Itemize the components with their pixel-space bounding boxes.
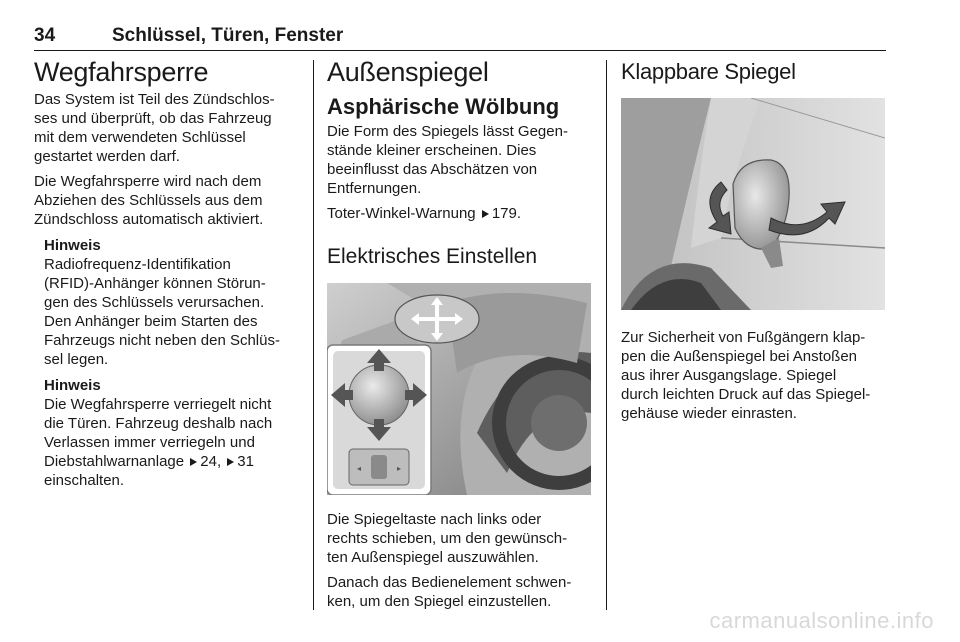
note-box (44, 236, 296, 369)
note-title: Hinweis (44, 377, 101, 394)
svg-text:▸: ▸ (397, 464, 402, 473)
page-header (34, 24, 886, 51)
note-text: Radiofrequenz-Identifikation (RFID)-Anhänger können Störun- gen des Schlüssels verursachen. Den Anhänger beim Starten des Fahrzeugs nicht neben den Schlüs- sel legen. (44, 256, 280, 368)
section-heading: Wegfahrsperre (34, 57, 209, 87)
mirror-switch-figure (327, 283, 591, 495)
page-reference-icon (482, 210, 489, 218)
page-number: 34 (34, 25, 56, 46)
paragraph: Die Spiegeltaste nach links oder rechts schieben, um den gewünsch- ten Außenspiegel auszuwählen. (327, 511, 568, 566)
subsection-heading: Asphärische Wölbung (327, 94, 560, 119)
note-title: Hinweis (44, 237, 101, 254)
note-text-a: Die Wegfahrsperre verriegelt nicht die Türen. Fahrzeug deshalb nach Verlassen immer verriegeln und Diebstahlwarnanlage (44, 396, 273, 470)
paragraph-text: Toter-Winkel-Warnung (327, 205, 476, 222)
page-reference-icon (227, 458, 234, 466)
paragraph (327, 204, 591, 223)
page-reference[interactable]: 31 (237, 453, 254, 470)
paragraph: Die Wegfahrsperre wird nach dem Abziehen des Schlüssels aus dem Zündschloss automatisch aktiviert. (34, 173, 264, 228)
column-immobilizer (34, 56, 296, 490)
paragraph: Danach das Bedienelement schwen- ken, um den Spiegel einzustellen. (327, 574, 572, 610)
watermark: carmanualsonline.info (709, 608, 934, 633)
section-heading: Außenspiegel (327, 57, 489, 87)
column-exterior-mirrors (327, 56, 591, 611)
paragraph: Das System ist Teil des Zündschlos- ses und überprüft, ob das Fahrzeug mit dem verwendeten Schlüssel gestartet werden darf. (34, 91, 275, 165)
note-text (44, 395, 296, 490)
column-folding-mirrors (621, 56, 885, 423)
page-reference-icon (190, 458, 197, 466)
column-divider (313, 60, 314, 610)
mirror-control-illustration (327, 283, 591, 495)
folding-mirror-illustration (621, 98, 885, 310)
paragraph: Zur Sicherheit von Fußgängern klap- pen die Außenspiegel bei Anstoßen aus ihrer Ausgangslage. Spiegel durch leichten Druck auf das Spiegel- gehäuse wieder einrasten. (621, 329, 871, 422)
page-reference[interactable]: 24, (200, 453, 222, 470)
column-divider (606, 60, 607, 610)
subsection-heading: Elektrisches Einstellen (327, 245, 538, 268)
section-heading: Klappbare Spiegel (621, 59, 796, 84)
svg-text:◂: ◂ (357, 464, 362, 473)
paragraph: Die Form des Spiegels lässt Gegen- stände kleiner erscheinen. Dies beeinflusst das Abschätzen von Entfernungen. (327, 123, 568, 197)
page-reference[interactable]: 179. (491, 205, 522, 222)
chapter-title: Schlüssel, Türen, Fenster (112, 25, 344, 46)
note-text-b: einschalten. (44, 472, 125, 489)
note-box (44, 376, 296, 490)
folding-mirror-figure (621, 98, 885, 310)
